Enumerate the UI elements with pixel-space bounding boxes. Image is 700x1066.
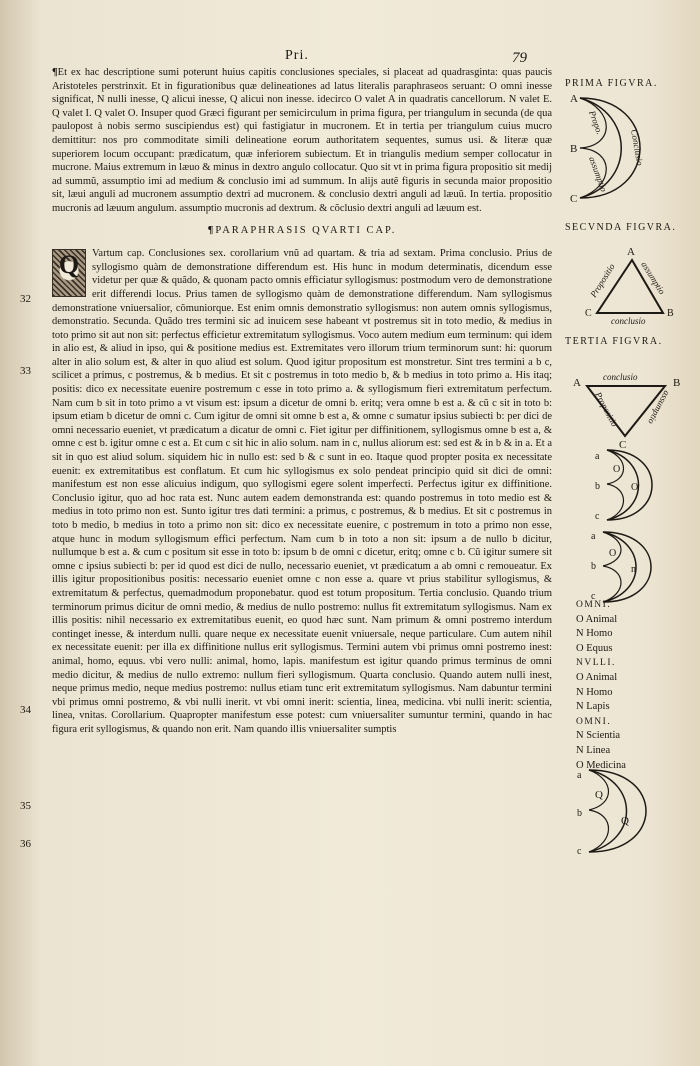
tertia-figura-diagram	[573, 372, 680, 451]
paragraph-mark-icon: ¶	[207, 224, 216, 236]
label-propositio: Propo.	[587, 109, 605, 136]
letter-a: a	[591, 531, 596, 542]
term-item: N Homo	[576, 628, 613, 640]
paragraph-intro-text: Et ex hac descriptione sumi poterunt huius capitis conclusiones speciales, si placeat ad quadrasginta: quas paucis Aristoteles perstrinxit. Et in figurationibus quæ delineationes ad latus literalis paraphraseos seruant: O omni inesse significat, N nulli inesse, Q alicui inesse, Q alicui non inesse. idecirco O valet A in quadratis cancellorum. N valet E. Q valet I. Q valet O. Insuper quod Græci figurant per semicirculum in prima figura, per triangulum in secunda (de qua paulopost à nobis sermo suscipiendus est) qui fastigiatur in mucronem. Et in tertia per triangulum cuius mucro demittitur: nos pro commoditate simili delineatione eorum authoritatem sequentes, sumus usi. & literæ quæ superiorem locum occupant: prædicatum, quæ inferiorem subiectum. Et in triangulis medium semper collocatur in mucrone. Maius extremum in læuo & minus in dextro angulo collocatur. Quo sit vt in prima figura propositio sit medij ad summũ, assumptio imi ad medium & conclusio imi ad summum. In alijs autẽ figuris in secunda maior propositio sit, læui anguli ad mucronem assumptio dextri ad mucronem. & conclusio dextri anguli ad læuũ. In tertia. propositio mucronis ad læuum angulum. assumptio mucronis ad dextrum. & cõclusio dextri anguli ad læuum est.	[52, 67, 552, 214]
letter-b: b	[577, 808, 582, 819]
mark-q: Q	[595, 789, 603, 801]
label-conclusio: Conclusio	[629, 128, 646, 167]
margin-number: 35	[20, 800, 31, 812]
margin-number: 33	[20, 365, 31, 377]
chapter-heading-text: PARAPHRASIS QVARTI CAP.	[215, 224, 397, 236]
crescent-diagram-2	[591, 531, 651, 602]
label-propositio: Propositio	[593, 390, 620, 429]
letter-a: A	[627, 246, 635, 258]
label-assumptio: assumptio	[587, 155, 610, 193]
letter-c: c	[591, 591, 596, 602]
initial-letter: Q	[58, 250, 80, 280]
label-conclusio: conclusio	[603, 372, 638, 382]
secunda-figura-diagram	[585, 246, 674, 326]
letter-b: b	[595, 481, 600, 492]
main-text	[52, 66, 552, 737]
mark-o: O	[613, 464, 621, 475]
term-item: O Animal	[576, 613, 618, 625]
term-item: O Medicina	[576, 759, 626, 771]
mark-n: n	[631, 564, 636, 575]
figure-title-prima: PRIMA FIGVRA.	[565, 78, 658, 89]
crescent-diagram-1	[595, 450, 652, 522]
letter-b: B	[667, 308, 674, 319]
term-item: O Animal	[576, 671, 618, 683]
decorated-initial	[52, 249, 86, 297]
margin-number: 36	[20, 838, 31, 850]
label-assumptio: assumptio	[646, 389, 673, 426]
label-propositio: Propositio	[588, 261, 617, 300]
terms-list	[576, 598, 626, 773]
letter-a: a	[595, 451, 600, 462]
term-item: N Homo	[576, 686, 613, 698]
syllogism-diagrams	[555, 88, 700, 968]
letter-b: B	[570, 143, 578, 155]
running-head: Pri.	[285, 48, 309, 63]
letter-b: b	[591, 561, 596, 572]
label-assumptio: assumptio	[639, 259, 668, 297]
letter-c: c	[595, 511, 600, 522]
mark-o: O	[631, 482, 639, 493]
terms-heading: NVLLI.	[576, 658, 616, 669]
figure-title-secunda: SECVNDA FIGVRA.	[565, 222, 677, 233]
letter-c: c	[577, 846, 582, 857]
letter-a: A	[570, 93, 578, 105]
page-number: 79	[512, 50, 527, 66]
paragraph-paraphrasis	[52, 247, 552, 736]
paragraph-paraphrasis-text: Vartum cap. Conclusiones sex. corollarium vnũ ad quartam. & tria ad sextam. Prima conclusio. Prius de syllogismo quàm de demonstratione differendum est. His hunc in modum determinatis, dicendum esse videtur per quæ & quãdo, & quonam pacto omnis efficiatur syllogismus: postmodum vero de demonstratione erit differendi locus. Prius tamen de syllogismo quàm de demonstratione differendum. Nam syllogismus demonstratione vniuersalior, cõmuniorque. Est enim omnis demonstratio syllogismus: non autem omnis syllogismus, demonstratio. Secunda. Quãdo tres termini sic ad inuicem sese habeant vt postremus sit in toto medio, & medius in toto primo sit aut non sit: perfectus efficietur extremitatum syllogismus. Voco autem medium eum terminum: qui idem in alio est, & aliud in ipso, qui & positione medius est. Extremitates vero illorum trium terminorum sunt: hi: quorum alter in alio solum est, & alter in quo aliud est solum. Quod igitur propositum est monstretur. Sint tres termini a b c, scilicet a primus, c postremus, & b medius. Et sit c postremus in toto medio b, & b medius in toto primo a. His itaq; positis: dico ex necessitate euenire postremum c esse in toto primo a. & syllogismum fieri extremitatum perfectum. Nam cum b sit in toto primo a vt visum est: ipsum a dicetur de omni b. eritq; vera omne b est a. & cũ c sit in toto b: ipsum etiam b dicetur de omni c. Cum igitur de omni sit omne b est a, & omne c sumatur ipsius subiecti b: per dici de omni necessario eueniet, vt prædicatum a dicatur de omni c. Fiet igitur per diffinitionem, syllogismus omne b est a, & omne c est b. igitur omne c est a. Et cum c sit hic in alio solum. nam in c, nullus aliorum est: sed est & in b & in a. Et a sit in quo est aliud solum. siquidem hic in nullo est: sed b & c sunt in eo. Itaque quod propter posita ex necessitate euenit: ex extremitatibus est conflatum. Et cum hic syllogismus ex solo pendeat principio quid sit dici de omni: manifestum est non esse alicuius indigum, quo syllogismi egere solent imperfecti. Perfectus igitur ex diffinitione. Conclusio igitur, quo ad hoc rata est. Nunc autem eadem demonstranda est: quando postremus in toto medio est & medius in toto primo non est. Sunto igitur tres dati termini: a primus, c postremus, & b medius. Et sit c postremus in toto b medio, b medius in toto a primo non sit: dico ex necessitate euenire, c postremum in toto a primo non esse, atque hunc in modum syllogismum effici perfectum. Nam cum b in toto a non sit: ipsum a de nullo b dicitur, nullumque b est a. & cum c positum sit esse in toto b: ipsum b de omni c dicetur, eritq; omne c b. Cũ igitur sumere sit omne c ipsius subiecti b: per id quod est dici de nullo, necessario eueniet, vt prædicatum a ab omni c remoueatur. Ex illis igitur propositionibus positis: necessario eueniet omne c non esse a. quare vt prius stabilitur syllogismus, & extremitatum & perfectus, quemadmodum proponebatur. quod est totum propositum. Tertia conclusio. Quando trium terminorum primus dicitur de omni medio, & medius de nullo postremo: nullus fit extremitatum syllogismus. Nam ex illis positis: nihil necessario ex extremitatibus euenit, eo quod hæc sunt. Nam primum & omni postremo interdum continget inesse, & interdum nulli. quare neque ex necessitate euenit vniuersale, neque particulare. Cum autem nihil ex necessitate euenit: per illa ex diffinitione nullus erit syllogismus. Termini autem vbi primus omni postremo inest: animal, homo, equus. vbi vero nulli: animal, homo, lapis. manifestum est igitur quando primus terminus de omni medio dicitur, & medius de nullo extremo: nullum fieri syllogismum. Quarta conclusio. Quando autem nulli inest, neque primus medio, neque medius postremo: nullus etiam tunc erit extremitatum syllogismus. Nam dabuntur termini vbi primus omni postremo, & vbi nulli inerit. vt vbi omni inerit: scientia, linea, medicina. vbi nulli inerit: scientia, linea, vnitas. Corollarium. Quapropter manifestum esse potest: cum vniuersaliter sumuntur termini, quando in hac figura erit syllogismus, & quando non erit. Nam quando illis vniuersaliter sumptis	[52, 248, 552, 735]
letter-c: C	[619, 439, 627, 451]
figure-title-tertia: TERTIA FIGVRA.	[565, 336, 663, 347]
letter-b: B	[673, 377, 681, 389]
term-item: N Lapis	[576, 701, 610, 713]
margin-number: 32	[20, 293, 31, 305]
terms-heading: OMNI.	[576, 716, 612, 727]
term-item: O Equus	[576, 642, 613, 654]
letter-a: a	[577, 770, 582, 781]
paragraph-mark-icon: ¶	[52, 67, 58, 78]
mark-o: O	[609, 548, 617, 559]
term-item: N Scientia	[576, 730, 621, 742]
chapter-heading	[52, 224, 552, 238]
prima-figura-diagram	[570, 93, 645, 205]
margin-number: 34	[20, 704, 31, 716]
crescent-diagram-3	[577, 770, 646, 857]
mark-q: Q	[621, 815, 629, 827]
letter-c: C	[585, 308, 592, 319]
term-item: N Linea	[576, 744, 611, 756]
terms-heading: OMNI.	[576, 600, 612, 610]
letter-a: A	[573, 377, 581, 389]
letter-c: C	[570, 193, 578, 205]
label-conclusio: conclusio	[611, 316, 646, 326]
paragraph-intro	[52, 66, 552, 216]
